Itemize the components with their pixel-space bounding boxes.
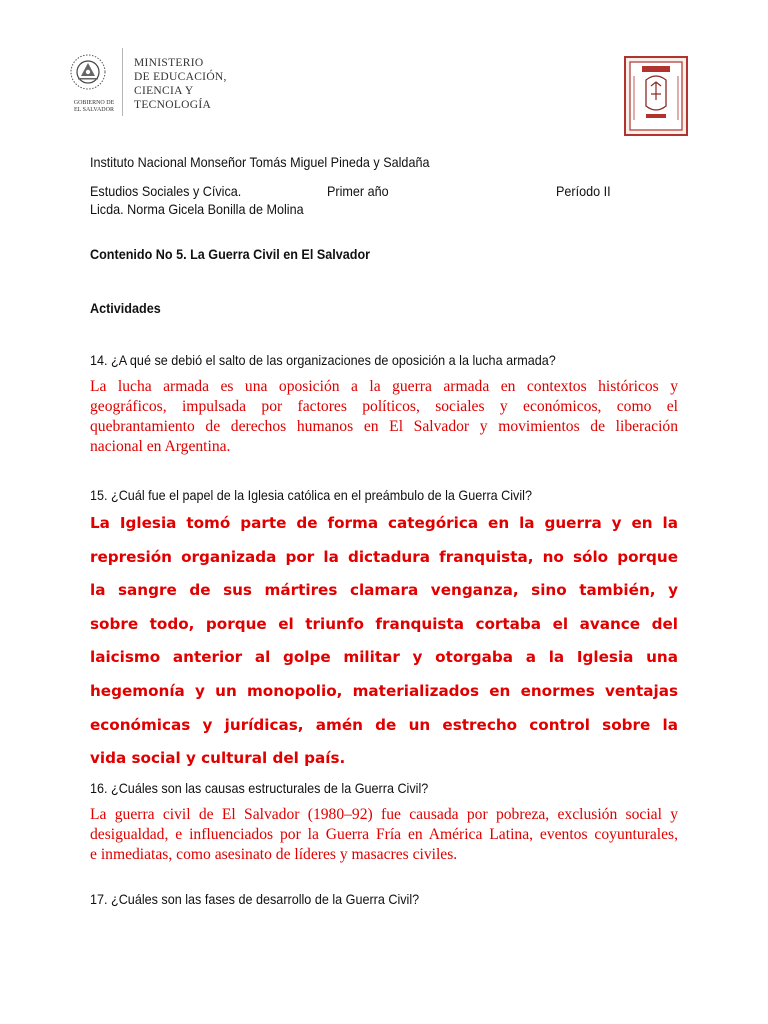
government-label: GOBIERNO DE EL SALVADOR [73, 100, 115, 113]
answer-16 [90, 805, 678, 865]
answer-line: nacional en Argentina. [90, 438, 231, 455]
answer-line: desigualdad, e influenciados por la Guerra Fría en América Latina, eventos coyunturales, [90, 826, 678, 843]
answer-line: e inmediatas, como asesinato de líderes y masacres civiles. [90, 846, 458, 863]
teacher-name: Licda. Norma Gicela Bonilla de Molina [90, 201, 304, 217]
school-seal-icon [624, 56, 688, 136]
answer-line: represión organizada por la dictadura franquista, no sólo porque [90, 547, 678, 566]
answer-line: vida social y cultural del país. [90, 749, 346, 768]
header-divider [122, 48, 123, 116]
answer-line: la sangre de sus mártires clamara venganza, sino también, y [90, 581, 678, 600]
course-subject: Estudios Sociales y Cívica. [90, 183, 242, 199]
institute-name: Instituto Nacional Monseñor Tomás Miguel Pineda y Saldaña [90, 154, 430, 170]
answer-line: La Iglesia tomó parte de forma categórica en la guerra y en la [90, 514, 678, 532]
question-14: 14. ¿A qué se debió el salto de las organizaciones de oposición a la lucha armada? [90, 352, 556, 368]
answer-line: económicas y jurídicas, amén de un estrecho control sobre la [90, 715, 678, 734]
answer-14 [90, 377, 678, 457]
answer-line: La lucha armada es una oposición a la guerra armada en contextos históricos y [90, 378, 678, 395]
answer-line: La guerra civil de El Salvador (1980–92) fue causada por pobreza, exclusión social y [90, 806, 678, 823]
answer-line: quebrantamiento de derechos humanos en El Salvador y movimientos de liberación [90, 418, 678, 435]
answer-line: hegemonía y un monopolio, materializados en enormes ventajas [90, 681, 678, 700]
ministry-name: MINISTERIO DE EDUCACIÓN, CIENCIA Y TECNOLOGÍA [134, 57, 227, 111]
question-16: 16. ¿Cuáles son las causas estructurales de la Guerra Civil? [90, 780, 429, 796]
question-15: 15. ¿Cuál fue el papel de la Iglesia católica en el preámbulo de la Guerra Civil? [90, 487, 532, 503]
answer-line: laicismo anterior al golpe militar y otorgaba a la Iglesia una [90, 648, 678, 667]
course-period: Período II [556, 183, 611, 199]
answer-15 [90, 507, 678, 776]
answer-line: sobre todo, porque el triunfo franquista cortaba el avance del [90, 614, 678, 633]
activities-title: Actividades [90, 300, 161, 316]
content-title: Contenido No 5. La Guerra Civil en El Salvador [90, 246, 371, 262]
question-17: 17. ¿Cuáles son las fases de desarrollo de la Guerra Civil? [90, 891, 420, 907]
course-year: Primer año [327, 183, 389, 199]
answer-line: geográficos, impulsada por factores políticos, sociales y económicos, como el [90, 398, 678, 415]
